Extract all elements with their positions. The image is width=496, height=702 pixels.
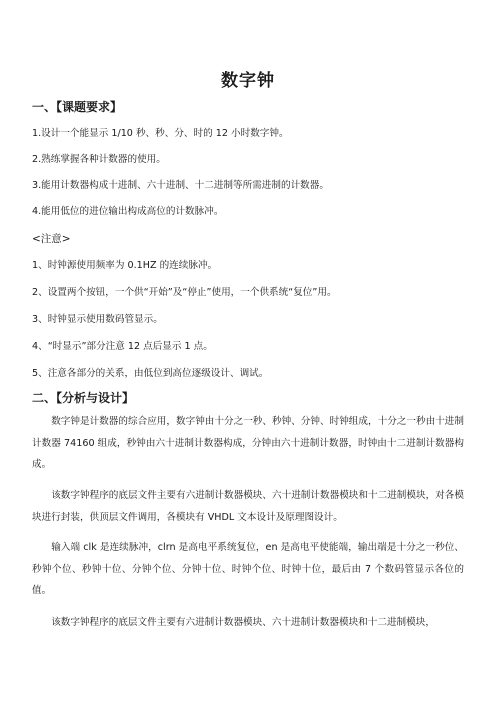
requirement-item-4: 4.能用低位的进位输出构成高位的计数脉冲。 (32, 206, 224, 217)
note-item-4: 4、“时显示”部分注意 12 点后显示 1 点。 (32, 341, 213, 352)
document-title: 数字钟 (221, 71, 275, 91)
analysis-paragraph-2: 该数字钟程序的底层文件主要有六进制计数器模块、六十进制计数器模块和十二进制模块，对各模块进行封装，供顶层文件调用，各模块有 VHDL 文本设计及原理图设计。 (32, 490, 464, 523)
analysis-paragraph-4: 该数字钟程序的底层文件主要有六进制计数器模块、六十进制计数器模块和十二进制模块， (51, 617, 435, 628)
section-heading-requirements: 一、【课题要求】 (32, 100, 123, 114)
note-item-5: 5、注意各部分的关系，由低位到高位逐级设计、调试。 (32, 368, 269, 379)
requirement-item-3: 3.能用计数器构成十进制、六十进制、十二进制等所需进制的计数器。 (32, 180, 329, 191)
analysis-paragraph-1: 数字钟是计数器的综合应用，数字钟由十分之一秒、秒钟、分钟、时钟组成，十分之一秒由十进制计数器 74160 组成，秒钟由六十进制计数器构成，分钟由六十进制计数器，时钟由十二进制计数器构成。 (32, 416, 464, 470)
section-heading-analysis: 二、【分析与设计】 (32, 391, 135, 405)
analysis-paragraph-3: 输入端 clk 是连续脉冲，clrn 是高电平系统复位，en 是高电平使能端，输出端是十分之一秒位、秒钟个位、秒钟十位、分钟个位、分钟十位、时钟个位、时钟十位，最后由 7 个数码管显示各位的值。 (32, 542, 464, 596)
requirement-item-1: 1.设计一个能显示 1/10 秒、秒、分、时的 12 小时数字钟。 (32, 128, 289, 139)
note-item-3: 3、时钟显示使用数码管显示。 (32, 314, 163, 325)
note-heading: <注意> (32, 233, 71, 245)
note-item-2: 2、设置两个按钮，一个供“开始”及“停止”使用，一个供系统“复位”用。 (32, 287, 337, 298)
requirement-item-2: 2.熟练掌握各种计数器的使用。 (32, 154, 166, 165)
note-item-1: 1、时钟源使用频率为 0.1HZ 的连续脉冲。 (32, 260, 218, 271)
